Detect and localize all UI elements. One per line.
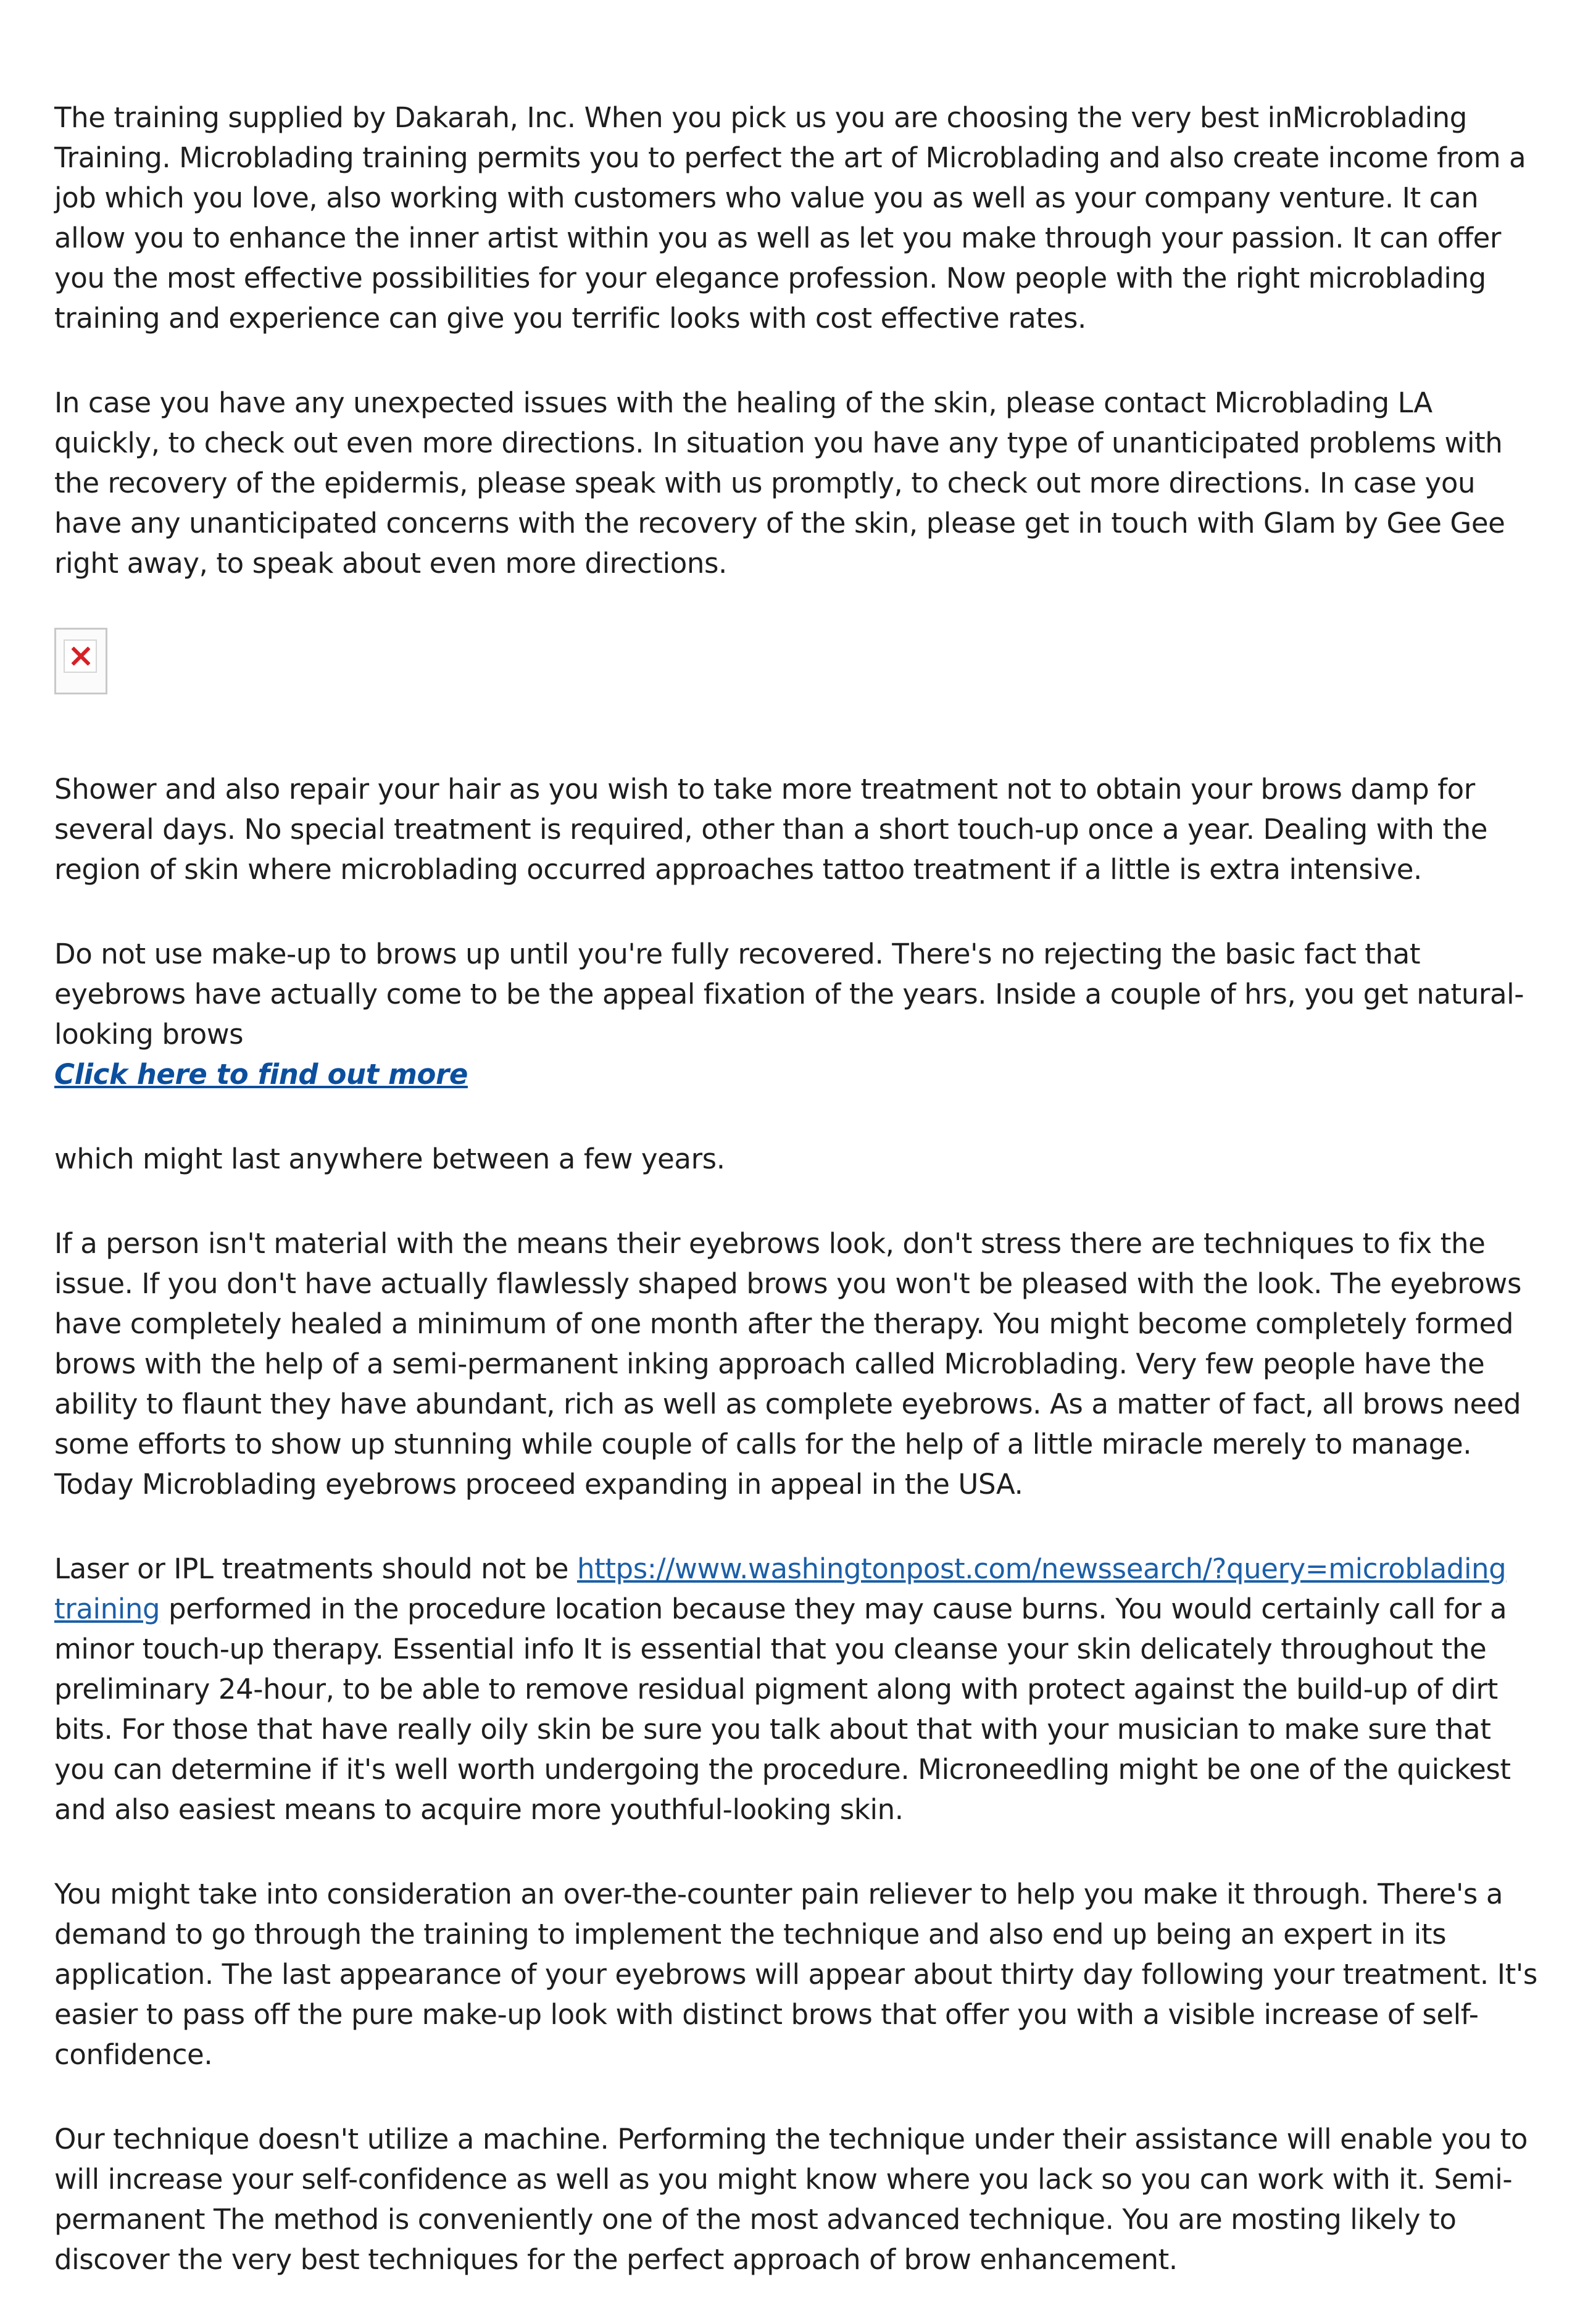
- broken-image-x-icon: [64, 639, 97, 673]
- paragraph-shower-care: Shower and also repair your hair as you wish to take more treatment not to obtain your brows damp for several days. No special treatment is required, other than a short touch-up once a year. Dealing with the region of skin where microblading occurred approaches tattoo treatment if a little is extra intensive.: [54, 773, 1488, 886]
- document-body: [54, 98, 1543, 2324]
- paragraph-healing-issues: In case you have any unexpected issues with the healing of the skin, please contact Microblading LA quickly, to check out even more directions. In situation you have any type of unanticipated problems with the recovery of the epidermis, please speak with us promptly, to check out more directions. In case you have any unanticipated concerns with the recovery of the skin, please get in touch with Glam by Gee Gee right away, to speak about even more directions.: [54, 386, 1505, 580]
- paragraph-last-years: which might last anywhere between a few years.: [54, 1143, 725, 1175]
- find-out-more-line: [54, 1054, 1543, 1094]
- paragraph-makeup: Do not use make-up to brows up until you're fully recovered. There's no rejecting the basic fact that eyebrows have actually come to be the appeal fixation of the years. Inside a couple of hrs, you get natural-looking brows: [54, 938, 1524, 1051]
- laser-text-before: Laser or IPL treatments should not be: [54, 1552, 577, 1585]
- paragraph-pain-reliever: You might take into consideration an over-the-counter pain reliever to help you make it through. There's a demand to go through the training to implement the technique and also end up being an expert in its application. The last appearance of your eyebrows will appear about thirty day following your treatment. It's easier to pass off the pure make-up look with distinct brows that offer you with a visible increase of self-confidence.: [54, 1878, 1537, 2071]
- laser-text-after: performed in the procedure location because they may cause burns. You would certainly call for a minor touch-up therapy. Essential info It is essential that you cleanse your skin delicately throughout the preliminary 24-hour, to be able to remove residual pigment along with protect against the build-up of dirt bits. For those that have really oily skin be sure you talk about that with your musician to make sure that you can determine if it's well worth undergoing the procedure. Microneedling might be one of the quickest and also easiest means to acquire more youthful-looking skin.: [54, 1593, 1511, 1826]
- paragraph-eyebrows-look: If a person isn't material with the means their eyebrows look, don't stress there are techniques to fix the issue. If you don't have actually flawlessly shaped brows you won't be pleased with the look. The eyebrows have completely healed a minimum of one month after the therapy. You might become completely formed brows with the help of a semi-permanent inking approach called Microblading. Very few people have the ability to flaunt they have abundant, rich as well as complete eyebrows. As a matter of fact, all brows need some efforts to show up stunning while couple of calls for the help of a little miracle merely to manage. Today Microblading eyebrows proceed expanding in appeal in the USA.: [54, 1227, 1521, 1501]
- broken-image-icon: [54, 628, 107, 694]
- find-out-more-link[interactable]: Click here to find out more: [54, 1058, 468, 1091]
- paragraph-technique: Our technique doesn't utilize a machine. Performing the technique under their assistance will enable you to will increase your self-confidence as well as you might know where you lack so you can work with it. Semi-permanent The method is conveniently one of the most advanced technique. You are mosting likely to discover the very best techniques for the perfect approach of brow enhancement.: [54, 2123, 1528, 2276]
- paragraph-training: The training supplied by Dakarah, Inc. When you pick us you are choosing the very best inMicroblading Training. Microblading training permits you to perfect the art of Microblading and also create income from a job which you love, also working with customers who value you as well as your company venture. It can allow you to enhance the inner artist within you as well as let you make through your passion. It can offer you the most effective possibilities for your elegance profession. Now people with the right microblading training and experience can give you terrific looks with cost effective rates.: [54, 101, 1526, 335]
- washingtonpost-link[interactable]: https://www.washingtonpost.com/newssearch/?query=microblading training: [54, 1552, 1507, 1625]
- paragraph-laser-ipl: [54, 1549, 1543, 1830]
